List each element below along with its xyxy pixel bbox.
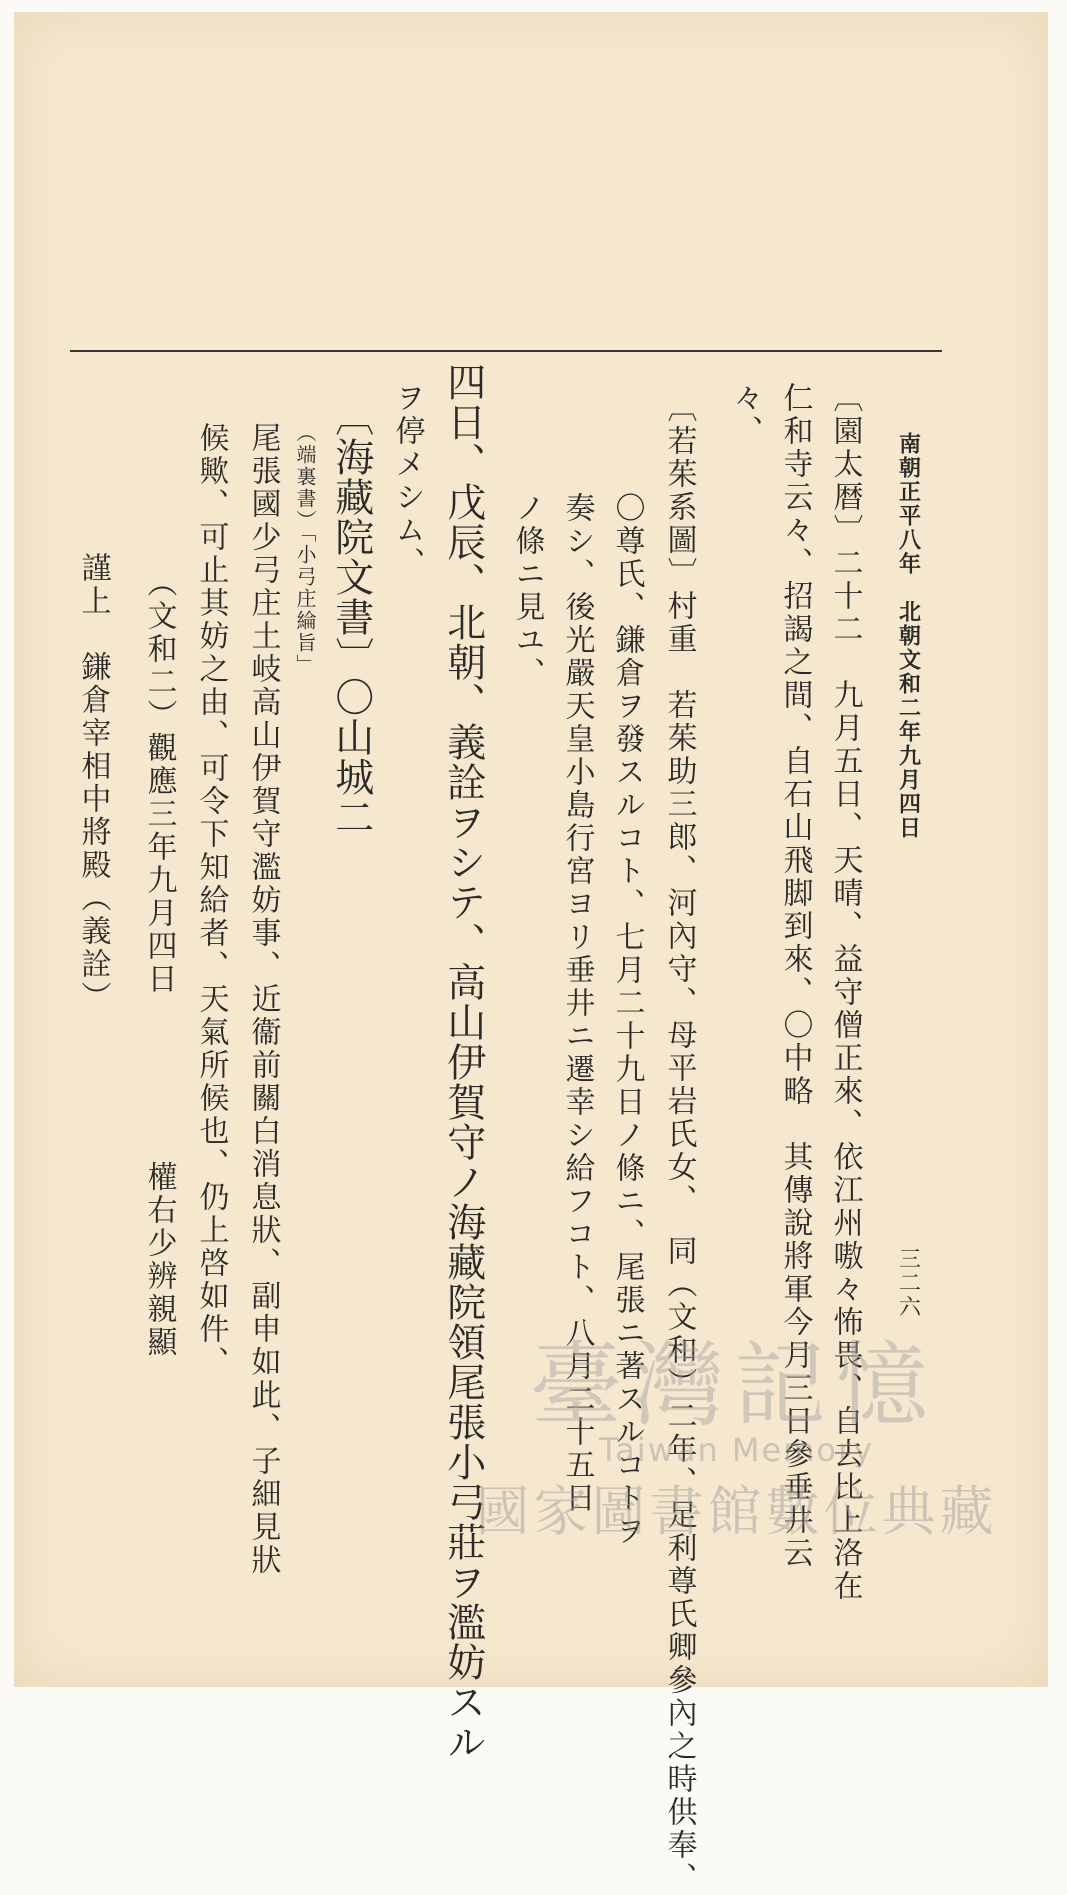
text-annotation: （端裏書）「小弓庄綸旨」 — [293, 422, 317, 676]
horizontal-rule — [70, 350, 942, 352]
page-header: 南朝正平八年 北朝文和二年九月四日 — [895, 432, 922, 840]
date-signature-line: （文和二）觀應三年九月四日 權右少辨親顯 — [141, 567, 177, 1359]
watermark-chinese: 國家圖書館數位典藏 — [475, 1480, 998, 1543]
watermark — [474, 1431, 999, 1546]
watermark-logo: 臺灣記憶 — [529, 1332, 938, 1439]
text-column: 〇尊氏、鎌倉ヲ發スルコト、七月二十九日ノ條ニ、尾張ニ著スルコトヲ — [609, 492, 645, 1548]
text-column: ヲ停メシム、 — [389, 382, 425, 580]
source-heading: 〔海藏院文書〕〇山城二 — [328, 397, 374, 837]
text-column: 〔園太暦〕二十二 九月五日、天晴、益守僧正來、依江州嗷々怖畏、自去比上洛在 — [827, 382, 863, 1603]
text-column: 候歟、可止其妨之由、可令下知給者、天氣所候也、仍上啓如件、 — [193, 422, 229, 1379]
addressee-line: 謹上 鎌倉宰相中將殿（義詮） — [75, 552, 111, 1014]
document-page — [14, 12, 1048, 1895]
text-column: 仁和寺云々、招謁之間、自石山飛脚到來、〇中略 其傳說將軍今月三日參垂井云 — [777, 382, 813, 1570]
text-column: 〔若茱系圖〕村重 若茱助三郎、河內守、母平岩氏女、 同（文和）二年、足利尊氏卿參內之時供奉、 — [661, 392, 697, 1895]
text-column: 四日、戊辰、北朝、義詮ヲシテ、高山伊賀守ノ海藏院領尾張小弓莊ヲ濫妨スル — [440, 362, 486, 1762]
watermark-english: Taiwan Memory — [598, 1431, 875, 1469]
text-column: ノ條ニ見ユ、 — [509, 492, 545, 690]
page-number: 三二六 — [895, 1247, 921, 1319]
text-column: 奏シ、後光嚴天皇小島行宮ヨリ垂井ニ遷幸シ給フコト、八月二十五日 — [559, 492, 595, 1515]
text-column: 々、 — [727, 382, 763, 448]
text-column: 尾張國少弓庄土岐高山伊賀守濫妨事、近衞前關白消息狀、副申如此、子細見狀 — [245, 422, 281, 1577]
